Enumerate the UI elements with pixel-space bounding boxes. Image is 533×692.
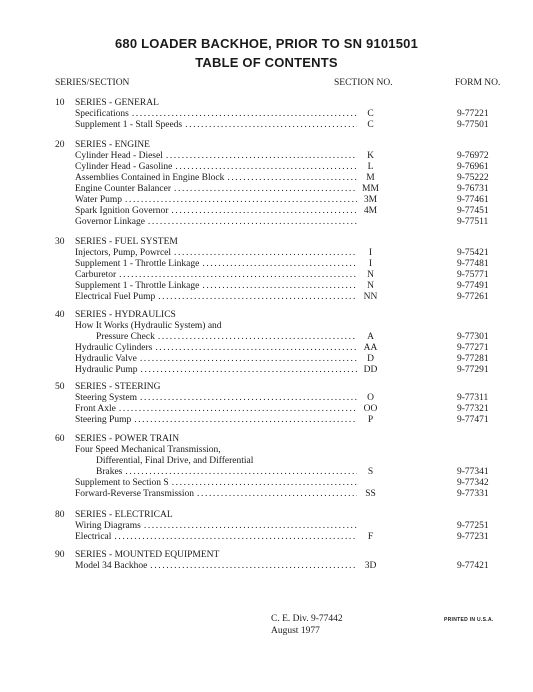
series-heading-row: [0, 310, 533, 321]
entry-title: Supplement 1 - Throttle Linkage: [75, 259, 200, 269]
form-number: 9-77261: [457, 292, 489, 302]
toc-entry-row: [0, 151, 533, 162]
section-number: S: [367, 467, 374, 477]
section-number: K: [367, 151, 374, 161]
toc-entry-row: [0, 184, 533, 195]
section-number: C: [367, 109, 374, 119]
toc-entry-row: [0, 321, 533, 332]
printed-in-label: PRINTED IN U.S.A.: [444, 617, 494, 623]
series-number: 60: [55, 434, 65, 444]
series-heading: SERIES - ELECTRICAL: [75, 510, 173, 520]
entry-title: Brakes: [96, 467, 123, 477]
section-number: MM: [362, 184, 379, 194]
toc-entry-row: [0, 206, 533, 217]
section-number: AA: [363, 343, 378, 353]
toc-entry-row: [0, 343, 533, 354]
dot-leader: [137, 393, 357, 404]
section-number: NN: [363, 292, 378, 302]
form-number: 9-77481: [457, 259, 489, 269]
entry-title: Water Pump: [75, 195, 122, 205]
toc-entry-row: [0, 162, 533, 173]
dot-leader: [171, 248, 357, 259]
entry-title: Spark Ignition Governor: [75, 206, 169, 216]
series-heading-row: [0, 140, 533, 151]
form-number: 9-77281: [457, 354, 489, 364]
series-group: [0, 98, 533, 131]
section-number: 3D: [364, 561, 377, 571]
series-number: 50: [55, 382, 65, 392]
entry-title: Front Axle: [75, 404, 116, 414]
form-number: 9-77451: [457, 206, 489, 216]
series-heading-row: [0, 434, 533, 445]
toc-entry-row: [0, 270, 533, 281]
entry-title: Carburetor: [75, 270, 117, 280]
division-form-number: C. E. Div. 9-77442: [271, 614, 343, 624]
dot-leader: [111, 532, 357, 543]
series-heading-row: [0, 550, 533, 561]
document-subtitle: TABLE OF CONTENTS: [195, 55, 338, 70]
toc-entry-row: [0, 532, 533, 543]
toc-entry-row: [0, 561, 533, 572]
entry-title: Injectors, Pump, Powrcel: [75, 248, 172, 258]
form-number: 9-77342: [457, 478, 489, 488]
form-number: 9-77501: [457, 120, 489, 130]
toc-entry-row: [0, 521, 533, 532]
dot-leader: [224, 173, 357, 184]
form-number: 9-77291: [457, 365, 489, 375]
dot-leader: [137, 354, 357, 365]
column-header-section: SECTION NO.: [334, 78, 393, 88]
section-number: N: [367, 281, 374, 291]
toc-entry-row: [0, 217, 533, 228]
entry-title: Differential, Final Drive, and Differential: [96, 456, 254, 466]
document-title: 680 LOADER BACKHOE, PRIOR TO SN 9101501: [114, 36, 419, 51]
form-number: 9-75222: [457, 173, 489, 183]
entry-title: Cylinder Head - Diesel: [75, 151, 163, 161]
series-group: [0, 382, 533, 426]
form-number: 9-75421: [457, 248, 489, 258]
entry-title: Hydraulic Cylinders: [75, 343, 153, 353]
section-number: P: [367, 415, 374, 425]
section-number: 4M: [363, 206, 378, 216]
dot-leader: [131, 415, 357, 426]
toc-entry-row: [0, 195, 533, 206]
entry-title: How It Works (Hydraulic System) and: [75, 321, 222, 331]
series-heading: SERIES - FUEL SYSTEM: [75, 237, 178, 247]
section-number: D: [367, 354, 374, 364]
toc-entry-row: [0, 173, 533, 184]
series-number: 30: [55, 237, 65, 247]
series-number: 80: [55, 510, 65, 520]
toc-entry-row: [0, 415, 533, 426]
dot-leader: [116, 404, 357, 415]
entry-title: Specifications: [75, 109, 129, 119]
form-number: 9-76961: [457, 162, 489, 172]
form-number: 9-75771: [457, 270, 489, 280]
dot-leader: [116, 270, 357, 281]
entry-title: Governor Linkage: [75, 217, 145, 227]
section-number: 3M: [363, 195, 378, 205]
dot-leader: [152, 343, 357, 354]
dot-leader: [147, 561, 357, 572]
dot-leader: [145, 217, 357, 228]
form-number: 9-77221: [457, 109, 489, 119]
series-heading-row: [0, 237, 533, 248]
toc-entry-row: [0, 456, 533, 467]
entry-title: Electrical Fuel Pump: [75, 292, 156, 302]
series-number: 40: [55, 310, 65, 320]
section-number: I: [368, 248, 373, 258]
dot-leader: [199, 281, 357, 292]
form-number: 9-77331: [457, 489, 489, 499]
series-heading: SERIES - MOUNTED EQUIPMENT: [75, 550, 220, 560]
section-number: O: [367, 393, 374, 403]
section-number: M: [366, 173, 375, 183]
entry-title: Forward-Reverse Transmission: [75, 489, 195, 499]
form-number: 9-77321: [457, 404, 489, 414]
series-heading-row: [0, 510, 533, 521]
publication-date: August 1977: [271, 626, 320, 636]
column-header-form: FORM NO.: [455, 78, 501, 88]
entry-title: Hydraulic Valve: [75, 354, 137, 364]
series-group: [0, 510, 533, 543]
section-number: N: [367, 270, 374, 280]
dot-leader: [163, 151, 357, 162]
form-number: 9-77491: [457, 281, 489, 291]
series-group: [0, 434, 533, 500]
series-group: [0, 310, 533, 376]
dot-leader: [141, 521, 357, 532]
series-heading: SERIES - ENGINE: [75, 140, 150, 150]
dot-leader: [199, 259, 357, 270]
form-number: 9-77471: [457, 415, 489, 425]
toc-entry-row: [0, 354, 533, 365]
form-number: 9-77301: [457, 332, 489, 342]
column-header-series: SERIES/SECTION: [55, 78, 130, 88]
dot-leader: [122, 467, 357, 478]
entry-title: Pressure Check: [96, 332, 155, 342]
section-number: F: [367, 532, 374, 542]
dot-leader: [138, 365, 357, 376]
entry-title: Hydraulic Pump: [75, 365, 138, 375]
series-number: 20: [55, 140, 65, 150]
dot-leader: [194, 489, 357, 500]
series-heading: SERIES - STEERING: [75, 382, 161, 392]
series-heading: SERIES - POWER TRAIN: [75, 434, 180, 444]
section-number: L: [367, 162, 374, 172]
toc-entry-row: [0, 467, 533, 478]
form-number: 9-77271: [457, 343, 489, 353]
entry-title: Electrical: [75, 532, 112, 542]
entry-title: Four Speed Mechanical Transmission,: [75, 445, 221, 455]
dot-leader: [122, 195, 357, 206]
toc-entry-row: [0, 393, 533, 404]
section-number: DD: [363, 365, 378, 375]
entry-title: Model 34 Backhoe: [75, 561, 148, 571]
entry-title: Supplement 1 - Stall Speeds: [75, 120, 183, 130]
series-heading-row: [0, 382, 533, 393]
section-number: C: [367, 120, 374, 130]
form-number: 9-77511: [457, 217, 489, 227]
series-group: [0, 237, 533, 303]
section-number: I: [368, 259, 373, 269]
series-group: [0, 550, 533, 572]
toc-entry-row: [0, 248, 533, 259]
series-heading: SERIES - HYDRAULICS: [75, 310, 176, 320]
form-number: 9-77421: [457, 561, 489, 571]
section-number: SS: [365, 489, 376, 499]
entry-title: Steering System: [75, 393, 138, 403]
series-number: 90: [55, 550, 65, 560]
toc-entry-row: [0, 478, 533, 489]
dot-leader: [155, 292, 357, 303]
toc-entry-row: [0, 292, 533, 303]
dot-leader: [155, 332, 357, 343]
entry-title: Supplement to Section S: [75, 478, 169, 488]
toc-entry-row: [0, 404, 533, 415]
form-number: 9-77231: [457, 532, 489, 542]
dot-leader: [129, 109, 357, 120]
dot-leader: [171, 184, 357, 195]
toc-entry-row: [0, 445, 533, 456]
section-number: A: [367, 332, 374, 342]
toc-entry-row: [0, 259, 533, 270]
form-number: 9-77251: [457, 521, 489, 531]
toc-entry-row: [0, 332, 533, 343]
dot-leader: [169, 478, 357, 489]
toc-entry-row: [0, 489, 533, 500]
toc-entry-row: [0, 109, 533, 120]
dot-leader: [168, 206, 357, 217]
entry-title: Supplement 1 - Throttle Linkage: [75, 281, 200, 291]
dot-leader: [172, 162, 357, 173]
entry-title: Wiring Diagrams: [75, 521, 141, 531]
toc-entry-row: [0, 365, 533, 376]
entry-title: Cylinder Head - Gasoline: [75, 162, 173, 172]
series-group: [0, 140, 533, 228]
series-heading-row: [0, 98, 533, 109]
section-number: OO: [363, 404, 378, 414]
entry-title: Assemblies Contained in Engine Block: [75, 173, 225, 183]
series-number: 10: [55, 98, 65, 108]
form-number: 9-77341: [457, 467, 489, 477]
form-number: 9-76731: [457, 184, 489, 194]
entry-title: Engine Counter Balancer: [75, 184, 172, 194]
toc-entry-row: [0, 281, 533, 292]
form-number: 9-76972: [457, 151, 489, 161]
entry-title: Steering Pump: [75, 415, 132, 425]
form-number: 9-77311: [457, 393, 489, 403]
series-heading: SERIES - GENERAL: [75, 98, 159, 108]
dot-leader: [182, 120, 357, 131]
toc-entry-row: [0, 120, 533, 131]
form-number: 9-77461: [457, 195, 489, 205]
